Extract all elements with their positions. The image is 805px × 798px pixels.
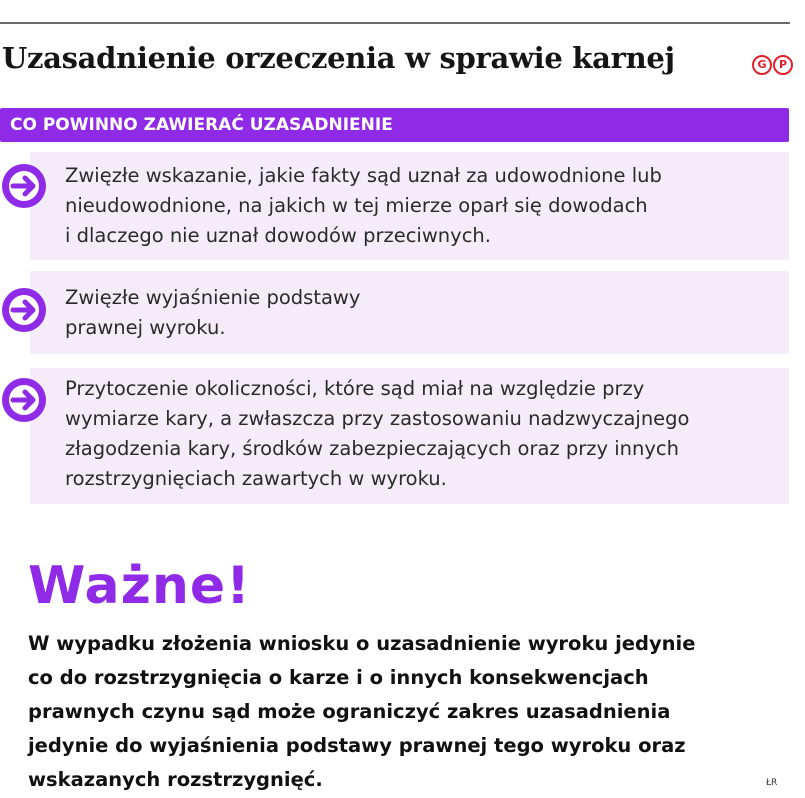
important-note <box>28 627 695 797</box>
item-line: Przytoczenie okoliczności, które sąd miał na względzie przy <box>65 377 645 400</box>
list-item <box>30 271 789 354</box>
arrow-right-circle-icon <box>0 162 48 210</box>
item-line: nieudowodnione, na jakich w tej mierze oparł się dowodach <box>65 194 648 217</box>
note-line: jedynie do wyjaśnienia podstawy prawnej tego wyroku oraz <box>28 734 686 757</box>
note-line: wskazanych rozstrzygnięć. <box>28 768 323 791</box>
item-line: prawnej wyroku. <box>65 316 226 339</box>
item-line: złagodzenia kary, środków zabezpieczających oraz przy innych <box>65 437 680 460</box>
list-item <box>30 152 789 260</box>
note-line: prawnych czynu sąd może ograniczyć zakres uzasadnienia <box>28 700 671 723</box>
logo-letter-g: G <box>752 55 772 75</box>
item-text <box>65 374 690 494</box>
item-line: Zwięzłe wyjaśnienie podstawy <box>65 286 361 309</box>
logo-letter-p: P <box>773 55 793 75</box>
gp-logo-icon <box>752 55 793 75</box>
page-title: Uzasadnienie orzeczenia w sprawie karnej <box>2 41 675 75</box>
item-line: wymiarze kary, a zwłaszcza przy zastosowaniu nadzwyczajnego <box>65 407 690 430</box>
item-text <box>65 161 662 251</box>
item-text <box>65 283 360 343</box>
section-header <box>0 108 789 142</box>
arrow-right-circle-icon <box>0 376 48 424</box>
section-title: CO POWINNO ZAWIERAĆ UZASADNIENIE <box>10 115 393 135</box>
item-line: i dlaczego nie uznał dowodów przeciwnych. <box>65 224 491 247</box>
item-line: Zwięzłe wskazanie, jakie fakty sąd uznał za udowodnione lub <box>65 164 662 187</box>
important-heading: Ważne! <box>28 556 251 616</box>
top-divider <box>0 22 790 24</box>
list-item <box>30 368 789 504</box>
note-line: co do rozstrzygnięcia o karze i o innych konsekwencjach <box>28 666 649 689</box>
note-line: W wypadku złożenia wniosku o uzasadnienie wyroku jedynie <box>28 632 696 655</box>
author-initials: ŁR <box>766 778 778 788</box>
item-line: rozstrzygnięciach zawartych w wyroku. <box>65 467 447 490</box>
arrow-right-circle-icon <box>0 286 48 334</box>
